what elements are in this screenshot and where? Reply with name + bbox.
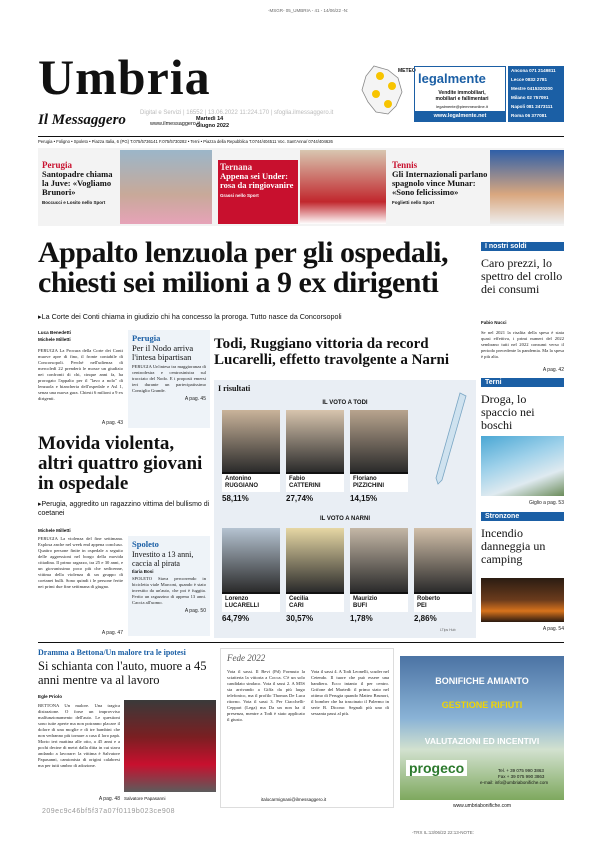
candidate-photo — [350, 410, 408, 472]
candidate-name: Antonino RUGGIANO — [222, 472, 280, 492]
meteo-map — [354, 62, 414, 118]
edition-slug: -MSGR- 05_UMBRIA - 41 - 14/06/22 -N: — [268, 8, 349, 13]
sun-icon — [372, 90, 380, 98]
candidate-percentage: 2,86% — [414, 614, 437, 623]
candidate-name: Cecilia CARI — [286, 592, 344, 612]
todi-vote-label: IL VOTO A TODI — [322, 400, 368, 406]
stronzone-headline[interactable]: Incendio danneggia un camping — [481, 526, 546, 566]
sun-icon — [384, 100, 392, 108]
candidate-name: Lorenzo LUCARELLI — [222, 592, 280, 612]
bonifiche-ad[interactable]: BONIFICHE AMIANTO GESTIONE RIFIUTI VALUTAZIONI ED INCENTIVI progeco Tel. + 39 075 990 3863 Fax + 39 075 990 3863 e-mail: info@umbriabonifiche.com www.umbriabonifiche.com — [400, 656, 564, 812]
sun-icon — [388, 82, 396, 90]
narni-vote-label: IL VOTO A NARNI — [319, 516, 370, 522]
issue-day: Martedì 14 — [196, 116, 224, 122]
teaser-tennis[interactable]: Tennis Gli Internazionali parlano spagnolo vince Munar: «Sono felicissimo» Foglietti nello Sport — [392, 160, 488, 205]
sun-icon — [376, 72, 384, 80]
candidate-card — [222, 528, 280, 623]
bettona-photo — [124, 700, 216, 792]
legal-ad-brand: legalmente — [418, 71, 486, 86]
legal-ad[interactable]: legalmente Vendite immobiliari, mobiliari e fallimentari legalmente@piemmeonline.it www.legalmente.net — [414, 66, 506, 122]
section-stronzone: Stronzone — [481, 512, 564, 521]
candidate-percentage: 58,11% — [222, 494, 249, 503]
candidate-name: Maurizio BUFI — [350, 592, 408, 612]
bettona-headline[interactable]: Si schianta con l'auto, muore a 45 anni mentre va al lavoro — [38, 659, 207, 687]
teaser-photo-perugia — [120, 150, 212, 224]
movida-headline[interactable]: Movida violenta, altri quattro giovani in ospedale — [38, 433, 203, 494]
issue-month: Giugno 2022 — [196, 123, 230, 129]
main-headline[interactable]: Appalto lenzuola per gli ospedali, chiesti sei milioni a 9 ex dirigenti — [38, 236, 449, 299]
candidate-name: Floriano PIZZICHINI — [350, 472, 408, 492]
candidate-card — [286, 528, 344, 623]
masthead-title: Umbria — [38, 49, 211, 105]
todi-headline[interactable]: Todi, Ruggiano vittoria da record Lucarelli, effetto travolgente a Narni — [214, 336, 450, 368]
teaser-photo-ternana — [300, 150, 386, 224]
section-terni: Terni — [481, 378, 564, 387]
movida-subhead: ▸Perugia, aggredito un ragazzino vittima del bullismo di coetanei — [38, 501, 210, 517]
teaser-perugia[interactable]: Perugia Santopadre chiama la Juve: «Vogliamo Brunori» Boccucci e Losito nello Sport — [42, 160, 113, 205]
bettona-kicker: Dramma a Bettona/Un malore tra le ipotesi — [38, 648, 186, 657]
section-nostri-soldi: I nostri soldi — [481, 242, 564, 251]
terni-headline[interactable]: Droga, lo spaccio nei boschi — [481, 392, 535, 432]
footer-code: -TRX IL:13/06/22 22:13-NOTE: — [412, 830, 475, 835]
watermark-overlay: Digital e Servizi | 16552 | 13.06.2022 11:224.170 | sfoglia.ilmessaggero.it — [140, 110, 334, 116]
bettona-body: BETTONA Un malore. Una tragica distrazione. O forse un improvviso malfunzionamento dell'auto. Le questioni sono tutte aperte ma non potranno placare il dolore di una moglie e di tre bambini che non vedranno più tornare a casa il loro papà. Morto ieri mattina alle otto, a 45 anni e a pochi decine di metri dalla ditta in cui stava andando a lavorare: la vittima è Salvatore Papasanni, camionista di origini calabresi ma per tutti umbro di adozione. — [38, 703, 120, 768]
pen-graphic — [430, 388, 470, 488]
candidate-card — [350, 528, 408, 623]
candidate-photo — [222, 528, 280, 592]
legal-phone: Milano 02 757091 — [511, 95, 549, 100]
results-label: I risultati — [218, 384, 251, 393]
candidate-photo — [414, 528, 472, 592]
teaser-ternana[interactable]: Ternana Appena sei Under: rosa da ringiovanire Grassi nello Sport — [218, 160, 298, 224]
paper-url[interactable]: www.ilmessaggero.it — [150, 121, 201, 127]
terni-photo — [481, 436, 564, 496]
legal-phone: Lecce 0832 2781 — [511, 77, 548, 82]
hash-overlay: 209ec9c46bf5f37a07f0119b023ce908 — [42, 808, 176, 815]
candidate-name: Fabio CATTERINI — [286, 472, 344, 492]
candidate-photo — [286, 528, 344, 592]
candidate-photo — [350, 528, 408, 592]
teaser-photo-tennis — [490, 150, 564, 224]
addresses: Perugia • Foligno • Spoleto • Piazza Italia, 6 (PG) T.075/5736141 F.075/5730282 • Terni • Piazza della Repubblica T.0744/404511 Voc. Sant'Anna/ 0744/404626 — [38, 139, 333, 144]
movida-body: PERUGIA La violenza del fine settimana. Esplosa anche nel week end appena concluso. Quattro persone finite in ospedale a seguito delle aggressioni nel borgo della movida cittadina. Il primo ragazzo, tra 25 e 30 anni, e un giovanissimo poco più che sedicenne, vittima della violenza di un gruppo di coetanei bulli. Sono quindi i le persone ferite nei primi due fine settimana di giugno. — [38, 536, 123, 589]
candidate-percentage: 64,79% — [222, 614, 250, 623]
candidate-photo — [286, 410, 344, 472]
nostri-soldi-headline[interactable]: Caro prezzi, lo spettro del crollo dei consumi — [481, 256, 563, 296]
candidate-percentage: 1,78% — [350, 614, 373, 623]
legal-phone: Mestre 0415320200 — [511, 86, 553, 91]
candidate-name: Roberto PEI — [414, 592, 472, 612]
main-story-body: PERUGIA La Procura della Corte dei Conti muove apre di fino, il fronte contabile di Concorsopoli. Perché nell'udienza di mercoledì 22 prenderà le mosse un giudizio nei confronti di chi, cinque anni fa, ha prorogato l'appalto per il "lavo a nolo" di lenzuola e biancheria dell'ospedale e Asl 1, senza una nuova gara. Chiesti 6 milioni a 9 ex dirigenti. — [38, 348, 123, 401]
paper-name: Il Messaggero — [38, 112, 126, 128]
legal-phone: Napoli 081 2473111 — [511, 104, 553, 109]
candidate-percentage: 27,74% — [286, 494, 314, 503]
legal-phones — [508, 66, 564, 122]
candidate-photo — [222, 410, 280, 472]
legal-phone: Ancona 071 2149811 — [511, 68, 556, 73]
fede-box: Fede 2022 Vota il sassi. Il Bevi (Pd) Formuto la sciatteria la vittoria a Cocca. C'è un solo candidato sindaco. Vota il sassi 2. A M5S sta arrivando a Giffa da più largo telefonico, ma il profilo Thomas De Luca ritorno. Vota il sassi 3. Per Ciacchelli-Ceppari (Lega) ma Da un non ha il presenza, mentre a Todi è stato applicato il giusto. Vota il sassi 4. A Todi Leonelli, scuder nel Cetendo. Il tuore che può essere una bandiera. Ecco intanto il per centro. Grifone del Martedì: il primo stato nel ottimo di Perugia quando Matteo Brunori, il bomber che ha trascinato il Palermo in serie B. Dicono: Segnali più uno di sessanta passi al più. italocarmignani@ilmessaggero.it — [220, 648, 394, 808]
stronzone-photo — [481, 578, 564, 622]
legal-phone: Roma 06 377081 — [511, 113, 547, 118]
candidate-card — [350, 410, 408, 503]
candidate-card — [414, 528, 472, 623]
candidate-card — [222, 410, 280, 503]
perugia-nodo-box[interactable]: Perugia Per il Nodo arriva l'intesa bipartisan PERUGIA Un'intesa tra maggioranza di centrodestra e centrosinistra sul tracciato del Nodo. E i proposti emersi ieri durante un partecipatissimo Consiglio Grande. A pag. 45 — [128, 330, 210, 428]
candidate-card — [286, 410, 344, 503]
candidate-percentage: 14,15% — [350, 494, 378, 503]
candidate-percentage: 30,57% — [286, 614, 314, 623]
meteo-label: METEO — [398, 68, 416, 74]
spoleto-box[interactable]: Spoleto Investito a 13 anni, caccia al pirata Ilaria Bosi SPOLETO Stava percorrendo in bicicletta viale Marconi, quando è stato investito da un'auto, che poi è fuggita. Ferito un ragazzino di appena 13 anni. Caccia all'uomo. A pag. 50 — [128, 536, 210, 636]
main-subhead: ▸La Corte dei Conti chiama in giudizio chi ha concesso la proroga. Tutto nasce da Concorsopoli — [38, 312, 342, 321]
